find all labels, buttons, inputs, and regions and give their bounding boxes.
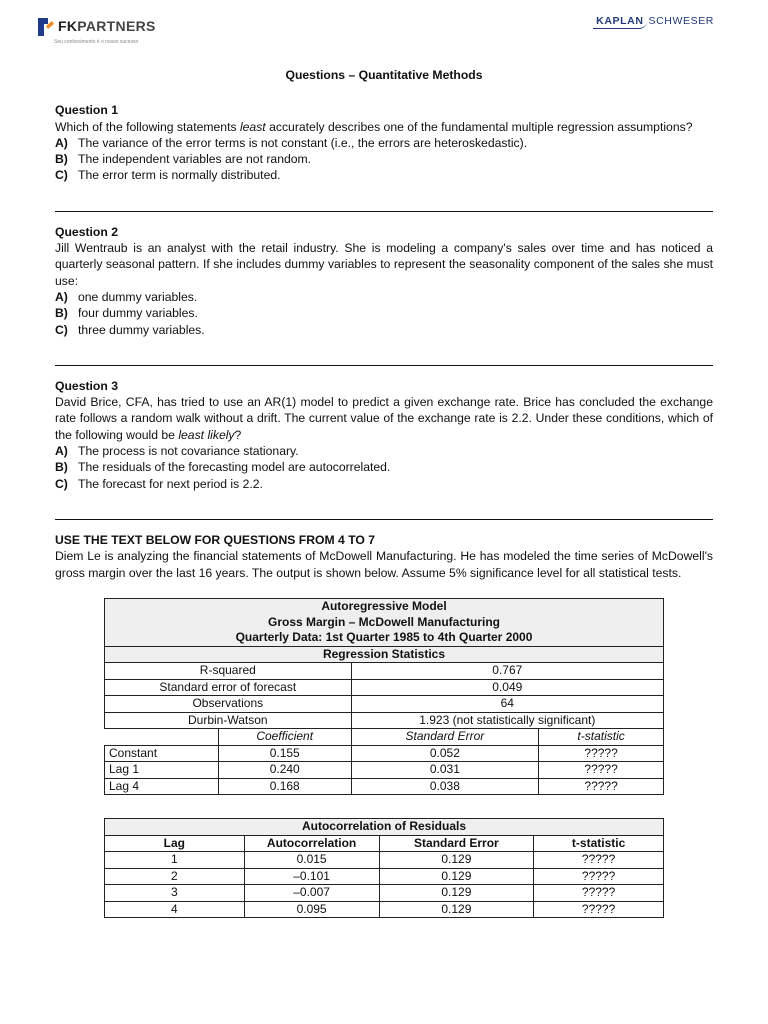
table-row: R-squared 0.767	[105, 663, 664, 680]
regression-statistics-heading: Regression Statistics	[105, 646, 664, 663]
answer-option: C) The error term is normally distributed.	[55, 168, 281, 183]
table-row: 4 0.095 0.129 ?????	[105, 901, 664, 918]
answer-option: A) one dummy variables.	[55, 289, 198, 304]
question-2	[55, 224, 713, 338]
answer-option: B) The independent variables are not random.	[55, 152, 312, 167]
answer-option: A) The variance of the error terms is not constant (i.e., the errors are heteroskedastic).	[55, 135, 528, 150]
answer-option: C) three dummy variables.	[55, 322, 205, 337]
question-stem: David Brice, CFA, has tried to use an AR(1) model to predict a given exchange rate. Brice has concluded the exchange rate follows a random walk without a drift. The current value of the exchange rate is 2.2. Under these conditions, which of the following would be least likely?	[55, 395, 713, 442]
table-row: 1 0.015 0.129 ?????	[105, 852, 664, 869]
fk-brand-name: FKPARTNERS	[58, 18, 156, 34]
table-row: Observations 64	[105, 696, 664, 713]
question-title: Question 1	[55, 103, 118, 118]
table-row: 2 –0.101 0.129 ?????	[105, 868, 664, 885]
table-row: Durbin-Watson 1.923 (not statistically significant)	[105, 712, 664, 729]
page-header	[38, 14, 714, 50]
table-row: Constant 0.155 0.052 ?????	[105, 745, 664, 762]
fk-logo-mark-icon	[38, 18, 54, 36]
section-divider	[55, 519, 713, 520]
table-title: Autocorrelation of Residuals	[105, 819, 664, 836]
question-1	[55, 102, 713, 183]
section-divider	[55, 365, 713, 366]
answer-option: A) The process is not covariance stationary.	[55, 444, 299, 459]
answer-option: B) four dummy variables.	[55, 306, 198, 321]
section-divider	[55, 211, 713, 212]
table-row: Lag 1 0.240 0.031 ?????	[105, 762, 664, 779]
schweser-wordmark: SCHWESER	[648, 15, 714, 27]
answer-option: B) The residuals of the forecasting model are autocorrelated.	[55, 460, 391, 475]
table-header-row: Lag Autocorrelation Standard Error t-statistic	[105, 835, 664, 852]
table-row: 3 –0.007 0.129 ?????	[105, 885, 664, 902]
question-stem: Jill Wentraub is an analyst with the retail industry. She is modeling a company's sales over time and has noticed a quarterly seasonal pattern. If she includes dummy variables to represent the seasonality component of the sales she must use:	[55, 241, 713, 288]
question-title: Question 3	[55, 378, 118, 393]
autocorrelation-residuals-table	[104, 818, 664, 918]
coefficient-header-row: Coefficient Standard Error t-statistic	[105, 729, 664, 746]
question-3	[55, 378, 713, 492]
case-section	[55, 532, 713, 581]
question-stem: Which of the following statements least accurately describes one of the fundamental multiple regression assumptions?	[55, 119, 693, 134]
page-title: Questions – Quantitative Methods	[285, 68, 483, 82]
case-text: Diem Le is analyzing the financial statements of McDowell Manufacturing. He has modeled the time series of McDowell's gross margin over the last 16 years. The output is shown below. Assume 5% significance level for all statistical tests.	[55, 549, 713, 580]
kaplan-schweser-logo	[593, 14, 714, 29]
table-row: Standard error of forecast 0.049	[105, 679, 664, 696]
question-title: Question 2	[55, 224, 118, 239]
autoregressive-model-table	[104, 598, 664, 795]
case-title: USE THE TEXT BELOW FOR QUESTIONS FROM 4 TO 7	[55, 532, 376, 547]
fk-tagline: Seu conhecimento é o nosso sucesso	[54, 39, 139, 45]
kaplan-wordmark: KAPLAN	[593, 14, 646, 29]
document-body	[55, 60, 713, 581]
table-title: Autoregressive Model Gross Margin – McDowell Manufacturing Quarterly Data: 1st Quarter 1985 to 4th Quarter 2000	[105, 599, 664, 647]
table-row: Lag 4 0.168 0.038 ?????	[105, 778, 664, 795]
answer-option: C) The forecast for next period is 2.2.	[55, 476, 263, 491]
